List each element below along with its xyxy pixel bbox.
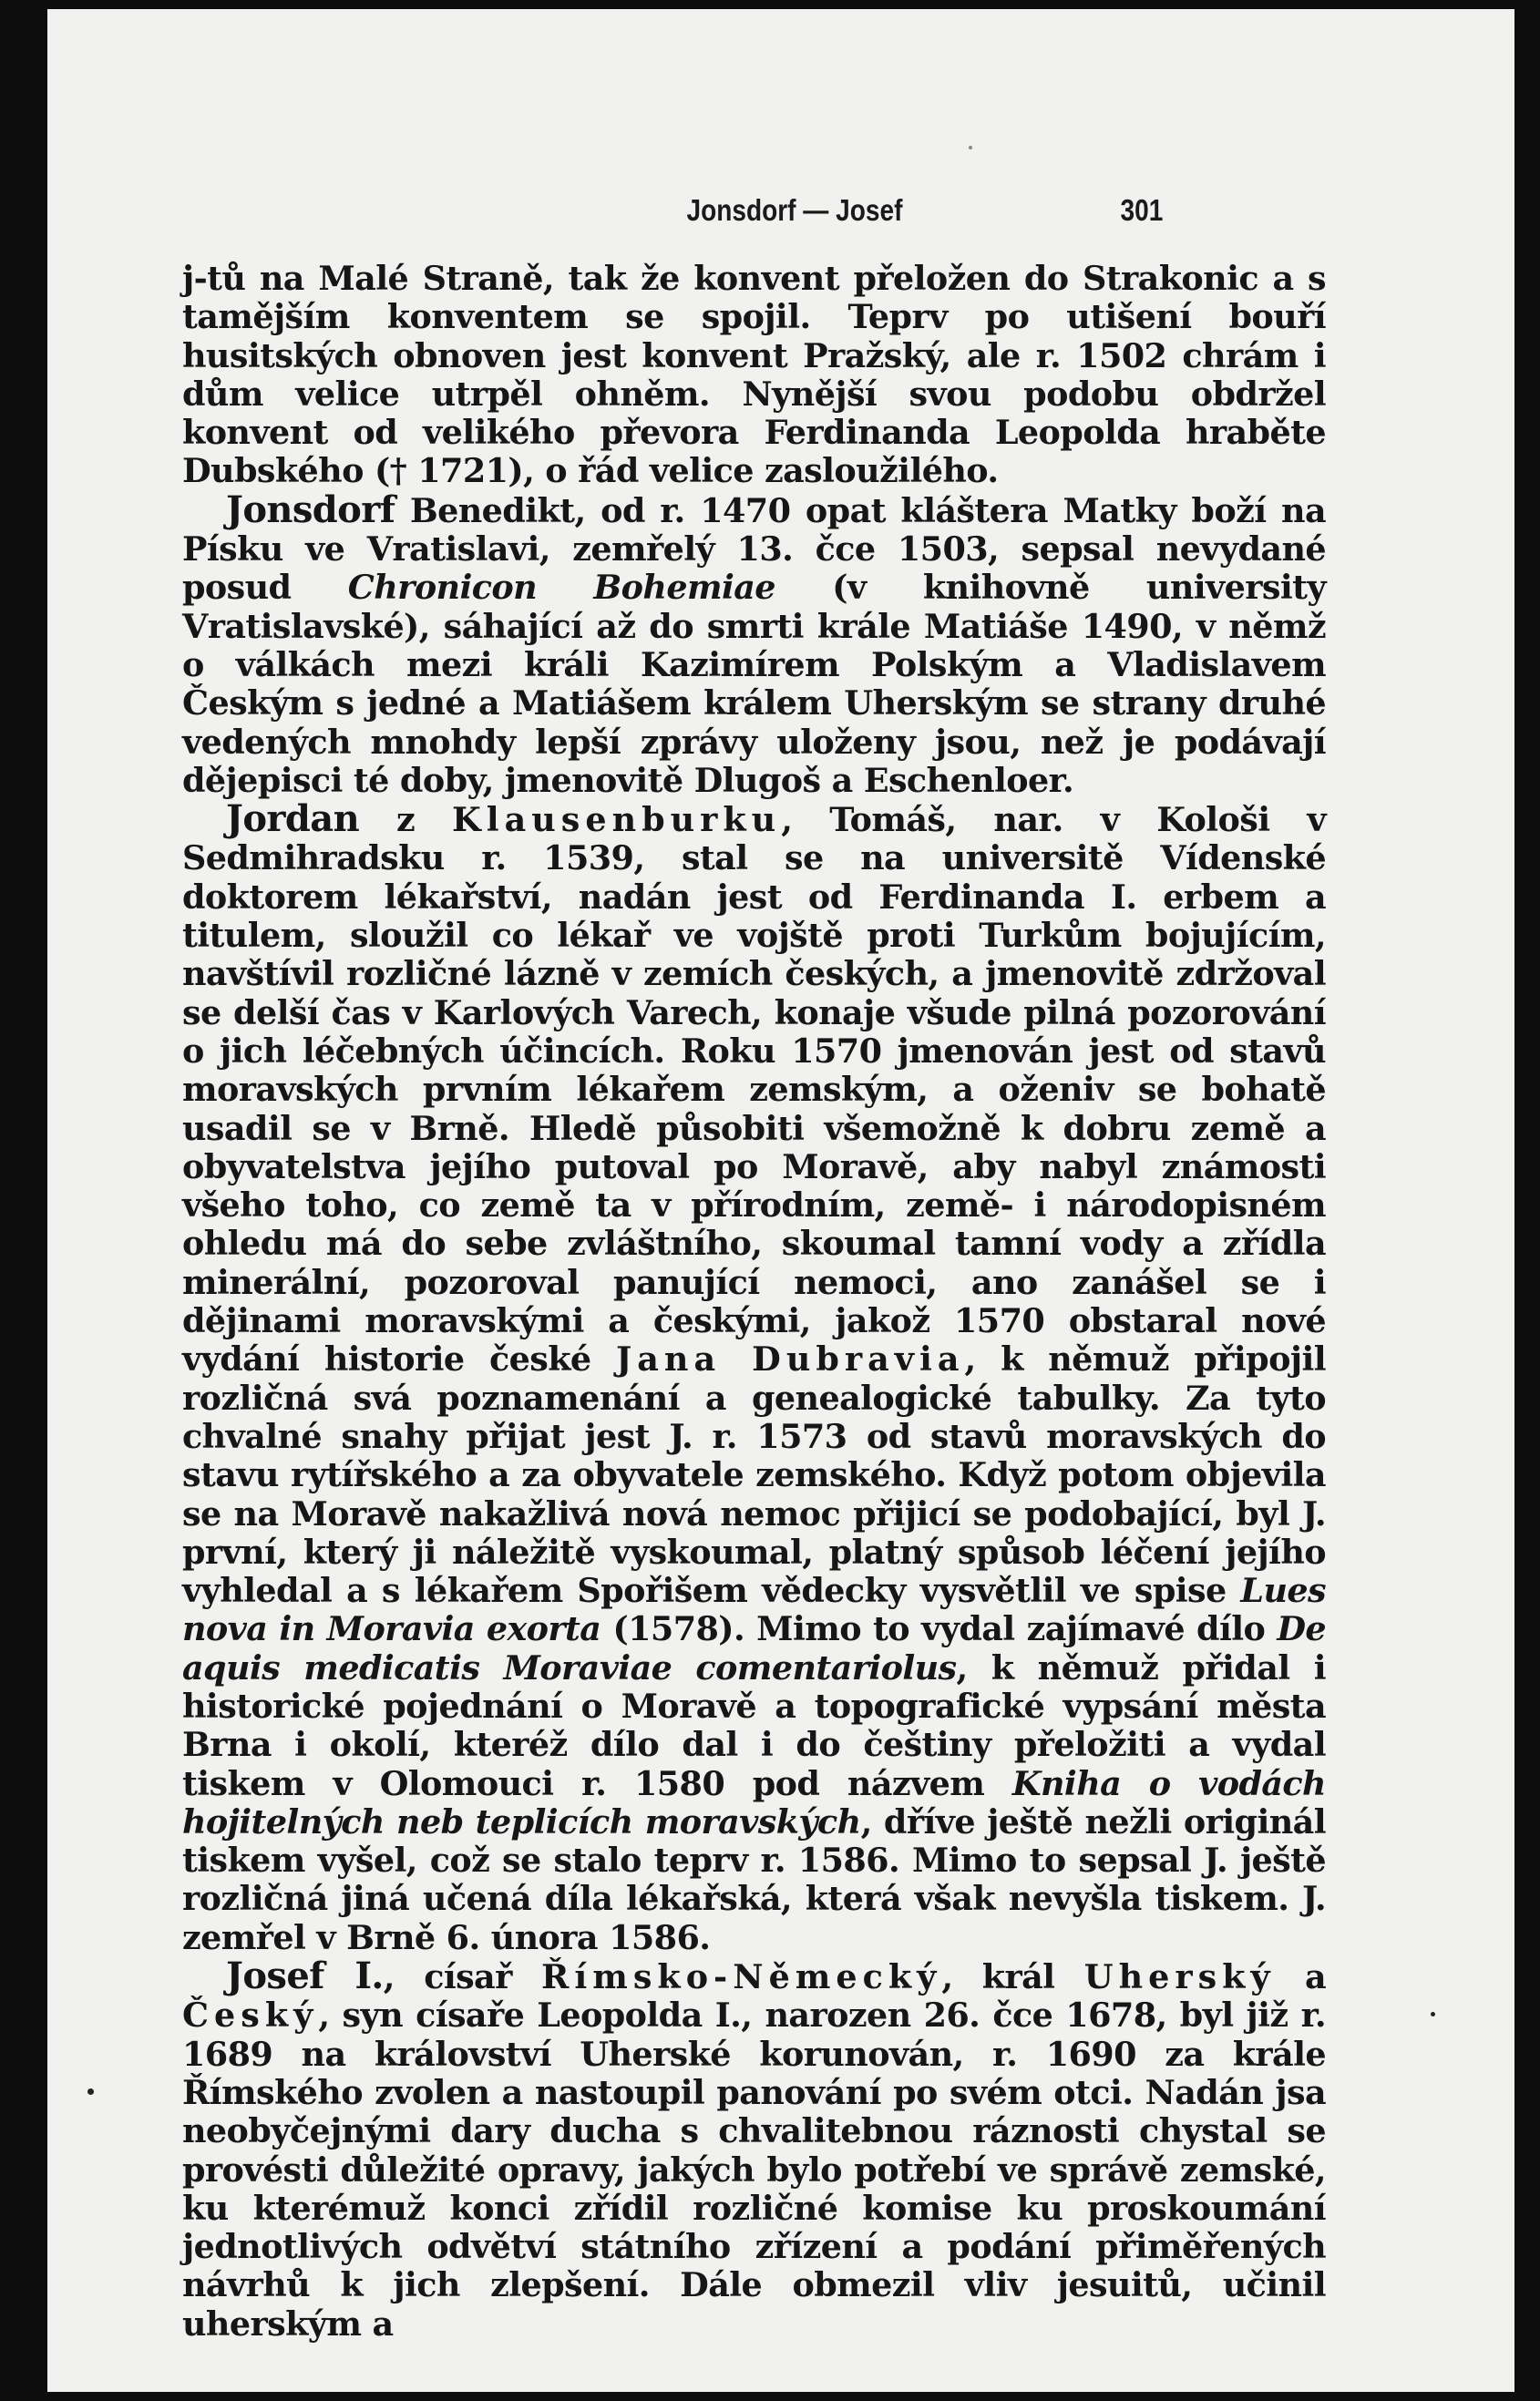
headword: Jordan [226,797,360,841]
book-title: Kniha o vodách hojitelných neb teplicích moravských [182,1763,1326,1842]
spaced-name: Český [182,1996,319,2036]
entry-text: , k němuž připojil rozličná svá poznamenání a genealogické tabulky. Za tyto chvalné snahy přijat jest J. r. 1573 od stavů moravských do stavu rytířského a za obyvatele zemského. Když potom objevila se na Moravě nakažlivá nová nemoc přijicí se podobající, byl J. první, který ji náležitě vyskoumal, platný spůsob léčení jejího vyhledal a s lékařem Spořišem vědecky vysvětlil ve spise [182,1339,1326,1611]
entry-text: , syn císaře Leopolda I., narozen 26. čce 1678, byl již r. 1689 na království Uherské korunován, r. 1690 za krále Římského zvolen a nastoupil panování po svém otci. Nadán jsa neobyčejnými dary ducha s chvalitebnou ráznosti chystal se provésti důležité opravy, jakých bylo potřebí ve správě zemské, ku kterémuž konci zřídil rozličné komise ku proskoumání jednotlivých odvětví státního zřízení a podání přiměřených návrhů k jich zlepšení. Dále obmezil vliv jesuitů, učinil uherským a [182,1996,1326,2344]
entry-text: , král [941,1957,1084,1997]
entry-text: a [1275,1957,1326,1997]
entry-text: , císař [383,1957,542,1997]
print-speck [1431,2012,1435,2016]
entry-text: z [359,800,453,840]
entry-text: (v knihovně university Vratislavské), sáhající až do smrti krále Matiáše 1490, v němž o válkách mezi králi Kazimírem Polským a Vladislavem Českým s jedné a Matiášem králem Uherským se strany druhé vedených mnohdy lepší zprávy uloženy jsou, než je podávají dějepisci té doby, jmenovitě Dlugoš a Eschenloer. [182,568,1326,800]
entry-text: (1578). Mimo to vydal zajímavé dílo [601,1609,1278,1649]
entry-text: , k němuž přidal i historické pojednání o Moravě a topografické vypsání města Brna i okolí, kteréž dílo dal i do češtiny přeložiti a vydal tiskem v Olomouci r. 1580 pod názvem [182,1647,1326,1803]
headword: Josef I. [226,1955,384,1998]
entry-text: Benedikt, od r. 1470 opat kláštera Matky boží na Písku ve Vratislavi, zemřelý 13. čce 1503, sepsal nevydané posud [182,490,1326,608]
spaced-name: Jana Dubravia [616,1339,965,1380]
book-title: De aquis medicatis Moraviae comentariolus [182,1609,1326,1688]
paragraph-continuation [182,260,1326,491]
print-speck [87,2088,94,2095]
spaced-name: Klausenburku [452,800,782,840]
page-number: 301 [1120,193,1164,227]
spaced-name: Uherský [1083,1957,1276,1997]
running-title: Jonsdorf — Josef [686,193,903,227]
book-title: Chronicon Bohemiae [347,568,775,608]
entry-text: , Tomáš, nar. v Kološi v Sedmihradsku r. 1539, stal se na universitě Vídenské doktorem lékařství, nadán jest od Ferdinanda I. erbem a titulem, sloužil co lékař ve vojště proti Turkům bojujícím, navštívil rozličné lázně v zemích českých, a jmenovitě zdržoval se delší čas v Karlových Varech, konaje všude pilná pozorování o jich léčebných účincích. Roku 1570 jmenován jest od stavů moravských prvním lékařem zemským, a oženiv se bohatě usadil se v Brně. Hledě působiti všemožně k dobru země a obyvatelstva jejího putoval po Moravě, aby nabyl známosti všeho toho, co země ta v přírodním, země- i národopisném ohledu má do sebe zvláštního, skoumal tamní vody a zřídla minerální, pozoroval panující nemoci, ano zanášel se i dějinami moravskými a českými, jakož 1570 obstaral nové vydání historie české [182,800,1326,1380]
entry-josef [182,1957,1326,2344]
running-header [230,182,1198,237]
entry-jonsdorf [182,487,1326,800]
entry-text: , dříve ještě nežli originál tiskem vyšel, což se stalo teprv r. 1586. Mimo to sepsal J. ještě rozličná jiná učená díla lékařská, která však nevyšla tiskem. J. zemřel v Brně 6. února 1586. [182,1801,1327,1957]
entry-jordan [182,797,1327,1957]
book-title: Lues nova in Moravia exorta [182,1571,1326,1649]
body-text [182,260,1326,2344]
spaced-name: Římsko-Německý [541,1957,942,1997]
headword: Jonsdorf [226,487,395,531]
print-speck [969,146,972,149]
paragraph-text: j-tů na Malé Straně, tak že konvent přeložen do Strakonic a s tamějším konventem se spojil. Teprv po utišení bouří husitských obnoven jest konvent Pražský, ale r. 1502 chrám i dům velice utrpěl ohněm. Nynější svou podobu obdržel konvent od velikého převora Ferdinanda Leopolda hraběte Dubského († 1721), o řád velice zasloužilého. [182,259,1326,491]
